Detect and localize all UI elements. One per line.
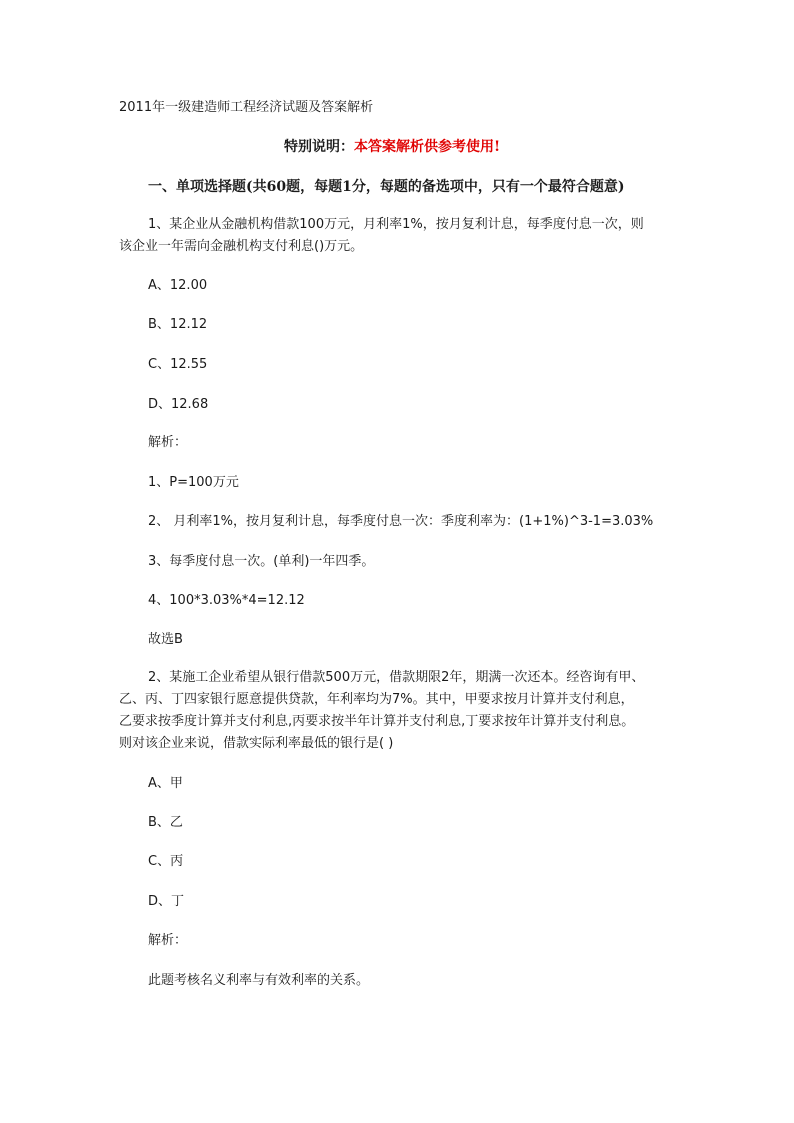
question-2-option-d: D、丁 [148, 894, 185, 909]
question-1-stem-line-1: 1、某企业从金融机构借款100万元，月利率1%，按月复利计息，每季度付息一次，则 [148, 217, 644, 232]
question-1-analysis-label: 解析： [148, 435, 188, 450]
document-title: 2011年一级建造师工程经济试题及答案解析 [119, 100, 374, 115]
question-1-option-a: A、12.00 [148, 278, 208, 293]
special-notice [284, 138, 500, 156]
question-2-option-a: A、甲 [148, 776, 183, 791]
notice-text: 本答案解析供参考使用! [354, 139, 501, 155]
question-1-option-d: D、12.68 [148, 397, 209, 412]
section-heading: 一、单项选择题(共60题，每题1分，每题的备选项中，只有一个最符合题意) [148, 179, 625, 195]
question-1-step-4: 4、100*3.03%*4=12.12 [148, 593, 305, 608]
notice-label: 特别说明： [284, 139, 354, 155]
question-2-stem-line-3: 乙要求按季度计算并支付利息,丙要求按半年计算并支付利息,丁要求按年计算并支付利息。 [119, 714, 635, 729]
question-1-answer: 故选B [148, 632, 183, 647]
question-2-stem-line-4: 则对该企业来说，借款实际利率最低的银行是( ) [119, 736, 394, 751]
question-1-option-c: C、12.55 [148, 357, 208, 372]
question-1-step-3: 3、每季度付息一次。(单利)一年四季。 [148, 554, 375, 569]
question-2-analysis-text: 此题考核名义利率与有效利率的关系。 [148, 973, 370, 988]
question-1-step-1: 1、P=100万元 [148, 475, 239, 490]
question-2-option-c: C、丙 [148, 854, 184, 869]
question-2-analysis-label: 解析： [148, 933, 188, 948]
question-2-stem-line-1: 2、某施工企业希望从银行借款500万元，借款期限2年，期满一次还本。经咨询有甲、 [148, 670, 645, 685]
question-1-stem-line-2: 该企业一年需向金融机构支付利息()万元。 [119, 239, 364, 254]
question-1-option-b: B、12.12 [148, 317, 208, 332]
question-2-option-b: B、乙 [148, 815, 183, 830]
question-1-step-2: 2、 月利率1%，按月复利计息，每季度付息一次：季度利率为：(1+1%)^3-1=3.03% [148, 514, 654, 529]
question-2-stem-line-2: 乙、丙、丁四家银行愿意提供贷款，年利率均为7%。其中，甲要求按月计算并支付利息， [119, 692, 634, 707]
